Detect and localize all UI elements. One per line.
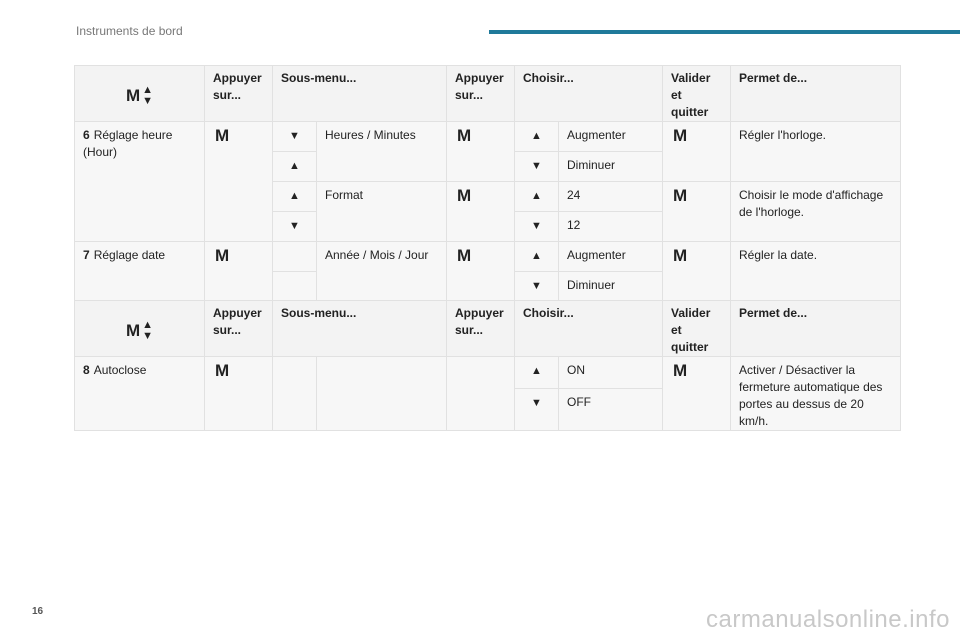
choice-value: Diminuer [559, 272, 663, 302]
submenu-item: Année / Mois / Jour [317, 242, 447, 302]
submenu-arrow-cell [273, 182, 317, 212]
choice-value: Augmenter [559, 242, 663, 272]
choice-arrow-cell [515, 212, 559, 242]
m-key-icon: M [457, 246, 472, 265]
setting-number: 8 [83, 363, 90, 377]
result-text: Choisir le mode d'affichage de l'horloge. [731, 182, 901, 242]
menu-up-down-keys [126, 85, 153, 107]
header-press-on: Appuyer sur... [205, 66, 273, 122]
watermark: carmanualsonline.info [706, 606, 950, 633]
down-arrow-icon: ▼ [289, 220, 300, 232]
menu-up-down-keys [126, 320, 153, 342]
m-key-icon: M [215, 246, 230, 265]
choice-value: 24 [559, 182, 663, 212]
table-row [75, 122, 901, 152]
result-text: Régler la date. [731, 242, 901, 302]
section-title: Instruments de bord [76, 24, 183, 38]
choice-arrow-cell [515, 182, 559, 212]
up-arrow-icon: ▲ [142, 83, 154, 96]
submenu-item: Format [317, 182, 447, 242]
header-validate: Valider et quitter [663, 66, 731, 122]
m-key-icon: M [673, 126, 688, 145]
header-choose: Choisir... [515, 66, 663, 122]
result-text: Activer / Désactiver la fermeture automatique des portes au dessus de 20 km/h. [731, 357, 901, 431]
submenu-arrow-cell [273, 152, 317, 182]
choice-arrow-cell [515, 388, 559, 430]
header-submenu: Sous-menu... [273, 301, 447, 357]
m-key-icon: M [673, 361, 688, 380]
choice-arrow-cell [515, 357, 559, 389]
header-press-on-2: Appuyer sur... [447, 66, 515, 122]
down-arrow-icon: ▼ [142, 329, 154, 342]
up-arrow-icon: ▲ [289, 160, 300, 172]
validate-m-cell [663, 357, 731, 431]
submenu-arrow-cell [273, 212, 317, 242]
header-allows: Permet de... [731, 66, 901, 122]
setting-label: Autoclose [93, 363, 147, 377]
press-m-cell [205, 242, 273, 302]
settings-table-clock-date [74, 65, 901, 302]
section-header-bar [489, 30, 960, 34]
validate-m-cell [663, 122, 731, 182]
setting-label-cell [75, 242, 205, 302]
header-validate: Valider et quitter [663, 301, 731, 357]
choice-value: Augmenter [559, 122, 663, 152]
validate-m-cell [663, 182, 731, 242]
m-key-icon: M [457, 186, 472, 205]
press-m-cell [205, 357, 273, 431]
up-arrow-icon: ▲ [531, 250, 542, 262]
table-header-row [75, 301, 901, 357]
m-key-icon: M [215, 126, 230, 145]
submenu-arrow-cell [273, 122, 317, 152]
down-arrow-icon: ▼ [531, 220, 542, 232]
setting-label: Réglage date [93, 248, 166, 262]
choice-arrow-cell [515, 152, 559, 182]
up-arrow-icon: ▲ [531, 190, 542, 202]
press-m-cell [447, 242, 515, 302]
submenu-arrow-cell [273, 242, 317, 272]
down-arrow-icon: ▼ [531, 280, 542, 292]
table-header-row [75, 66, 901, 122]
press-m-cell [447, 122, 515, 182]
m-key-icon: M [457, 126, 472, 145]
header-press-on: Appuyer sur... [205, 301, 273, 357]
choice-arrow-cell [515, 122, 559, 152]
choice-value: ON [559, 357, 663, 389]
press-m-cell [447, 182, 515, 242]
choice-value: OFF [559, 388, 663, 430]
header-choose: Choisir... [515, 301, 663, 357]
submenu-item: Heures / Minutes [317, 122, 447, 182]
table-row [75, 242, 901, 272]
m-key-icon: M [215, 361, 230, 380]
down-arrow-icon: ▼ [142, 94, 154, 107]
header-press-on-2: Appuyer sur... [447, 301, 515, 357]
press-m-cell [447, 357, 515, 431]
m-key-icon: M [125, 86, 141, 105]
up-arrow-icon: ▲ [142, 318, 154, 331]
setting-label: Réglage heure (Hour) [83, 128, 173, 159]
m-key-icon: M [673, 186, 688, 205]
choice-value: Diminuer [559, 152, 663, 182]
m-key-icon: M [125, 321, 141, 340]
setting-label-cell [75, 122, 205, 242]
result-text: Régler l'horloge. [731, 122, 901, 182]
table-row [75, 357, 901, 389]
header-allows: Permet de... [731, 301, 901, 357]
up-arrow-icon: ▲ [531, 130, 542, 142]
choice-arrow-cell [515, 272, 559, 302]
setting-number: 7 [83, 248, 90, 262]
press-m-cell [205, 122, 273, 242]
page-number: 16 [32, 606, 44, 617]
submenu-item [317, 357, 447, 431]
choice-arrow-cell [515, 242, 559, 272]
down-arrow-icon: ▼ [531, 396, 542, 409]
up-arrow-icon: ▲ [289, 190, 300, 202]
header-submenu: Sous-menu... [273, 66, 447, 122]
submenu-arrow-cell [273, 357, 317, 431]
m-key-icon: M [673, 246, 688, 265]
choice-value: 12 [559, 212, 663, 242]
setting-number: 6 [83, 128, 90, 142]
down-arrow-icon: ▼ [289, 130, 300, 142]
validate-m-cell [663, 242, 731, 302]
submenu-arrow-cell [273, 272, 317, 302]
down-arrow-icon: ▼ [531, 160, 542, 172]
header-menu-key-cell [75, 301, 205, 357]
up-arrow-icon: ▲ [531, 365, 542, 377]
settings-table-autoclose [74, 300, 901, 431]
setting-label-cell [75, 357, 205, 431]
header-menu-key-cell [75, 66, 205, 122]
